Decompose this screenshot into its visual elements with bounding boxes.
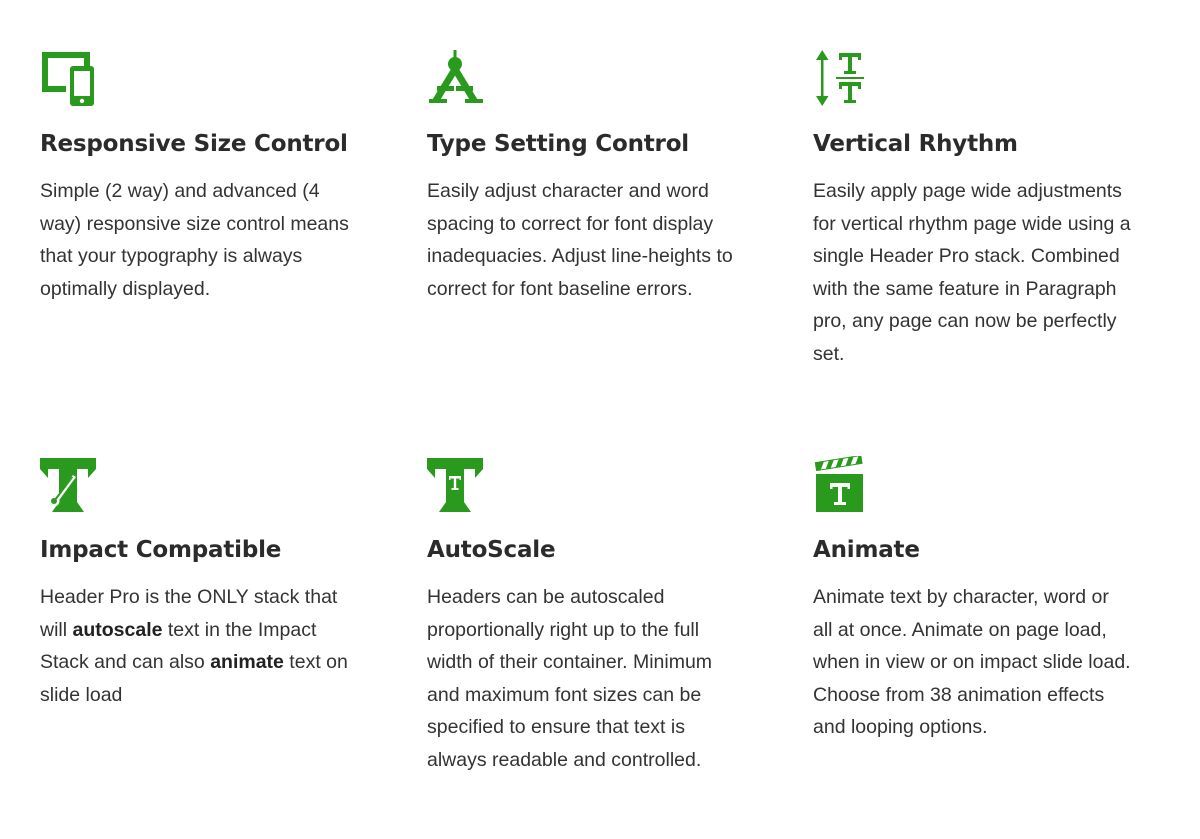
feature-title: Vertical Rhythm <box>813 131 1018 157</box>
feature-title: Animate <box>813 537 920 563</box>
responsive-devices-icon <box>40 50 360 112</box>
feature-description: Header Pro is the ONLY stack that will autoscale text in the Impact Stack and can also animate text on slide load <box>40 586 348 706</box>
feature-responsive-size-control <box>40 50 360 305</box>
clapperboard-icon <box>813 456 1133 518</box>
feature-animate <box>813 456 1133 744</box>
autoscale-icon <box>427 456 747 518</box>
feature-autoscale <box>427 456 747 776</box>
feature-vertical-rhythm <box>813 50 1133 370</box>
bold-autoscale: autoscale <box>72 618 163 641</box>
impact-gauge-icon <box>40 456 360 518</box>
feature-title: Impact Compatible <box>40 537 282 563</box>
feature-description: Easily apply page wide adjustments for vertical rhythm page wide using a single Header Pro stack. Combined with the same feature in Paragraph pro, any page can now be perfectly set. <box>813 180 1131 365</box>
bold-animate: animate <box>210 651 284 673</box>
feature-type-setting-control <box>427 50 747 305</box>
feature-impact-compatible <box>40 456 360 711</box>
feature-title: Type Setting Control <box>427 131 689 157</box>
feature-title: AutoScale <box>427 537 556 563</box>
feature-description: Simple (2 way) and advanced (4 way) responsive size control means that your typography is always optimally displayed. <box>40 180 349 300</box>
feature-description: Headers can be autoscaled proportionally right up to the full width of their container. Minimum and maximum font sizes can be specified to ensure that text is always readable and controlled. <box>427 586 713 771</box>
feature-description: Easily adjust character and word spacing to correct for font display inadequacies. Adjust line-heights to correct for font baseline errors. <box>427 180 733 300</box>
compass-typesetting-icon <box>427 50 747 112</box>
feature-description: Animate text by character, word or all at once. Animate on page load, when in view or on impact slide load. Choose from 38 animation effects and looping options. <box>813 586 1131 738</box>
vertical-rhythm-icon <box>813 50 1133 112</box>
feature-title: Responsive Size Control <box>40 131 348 157</box>
